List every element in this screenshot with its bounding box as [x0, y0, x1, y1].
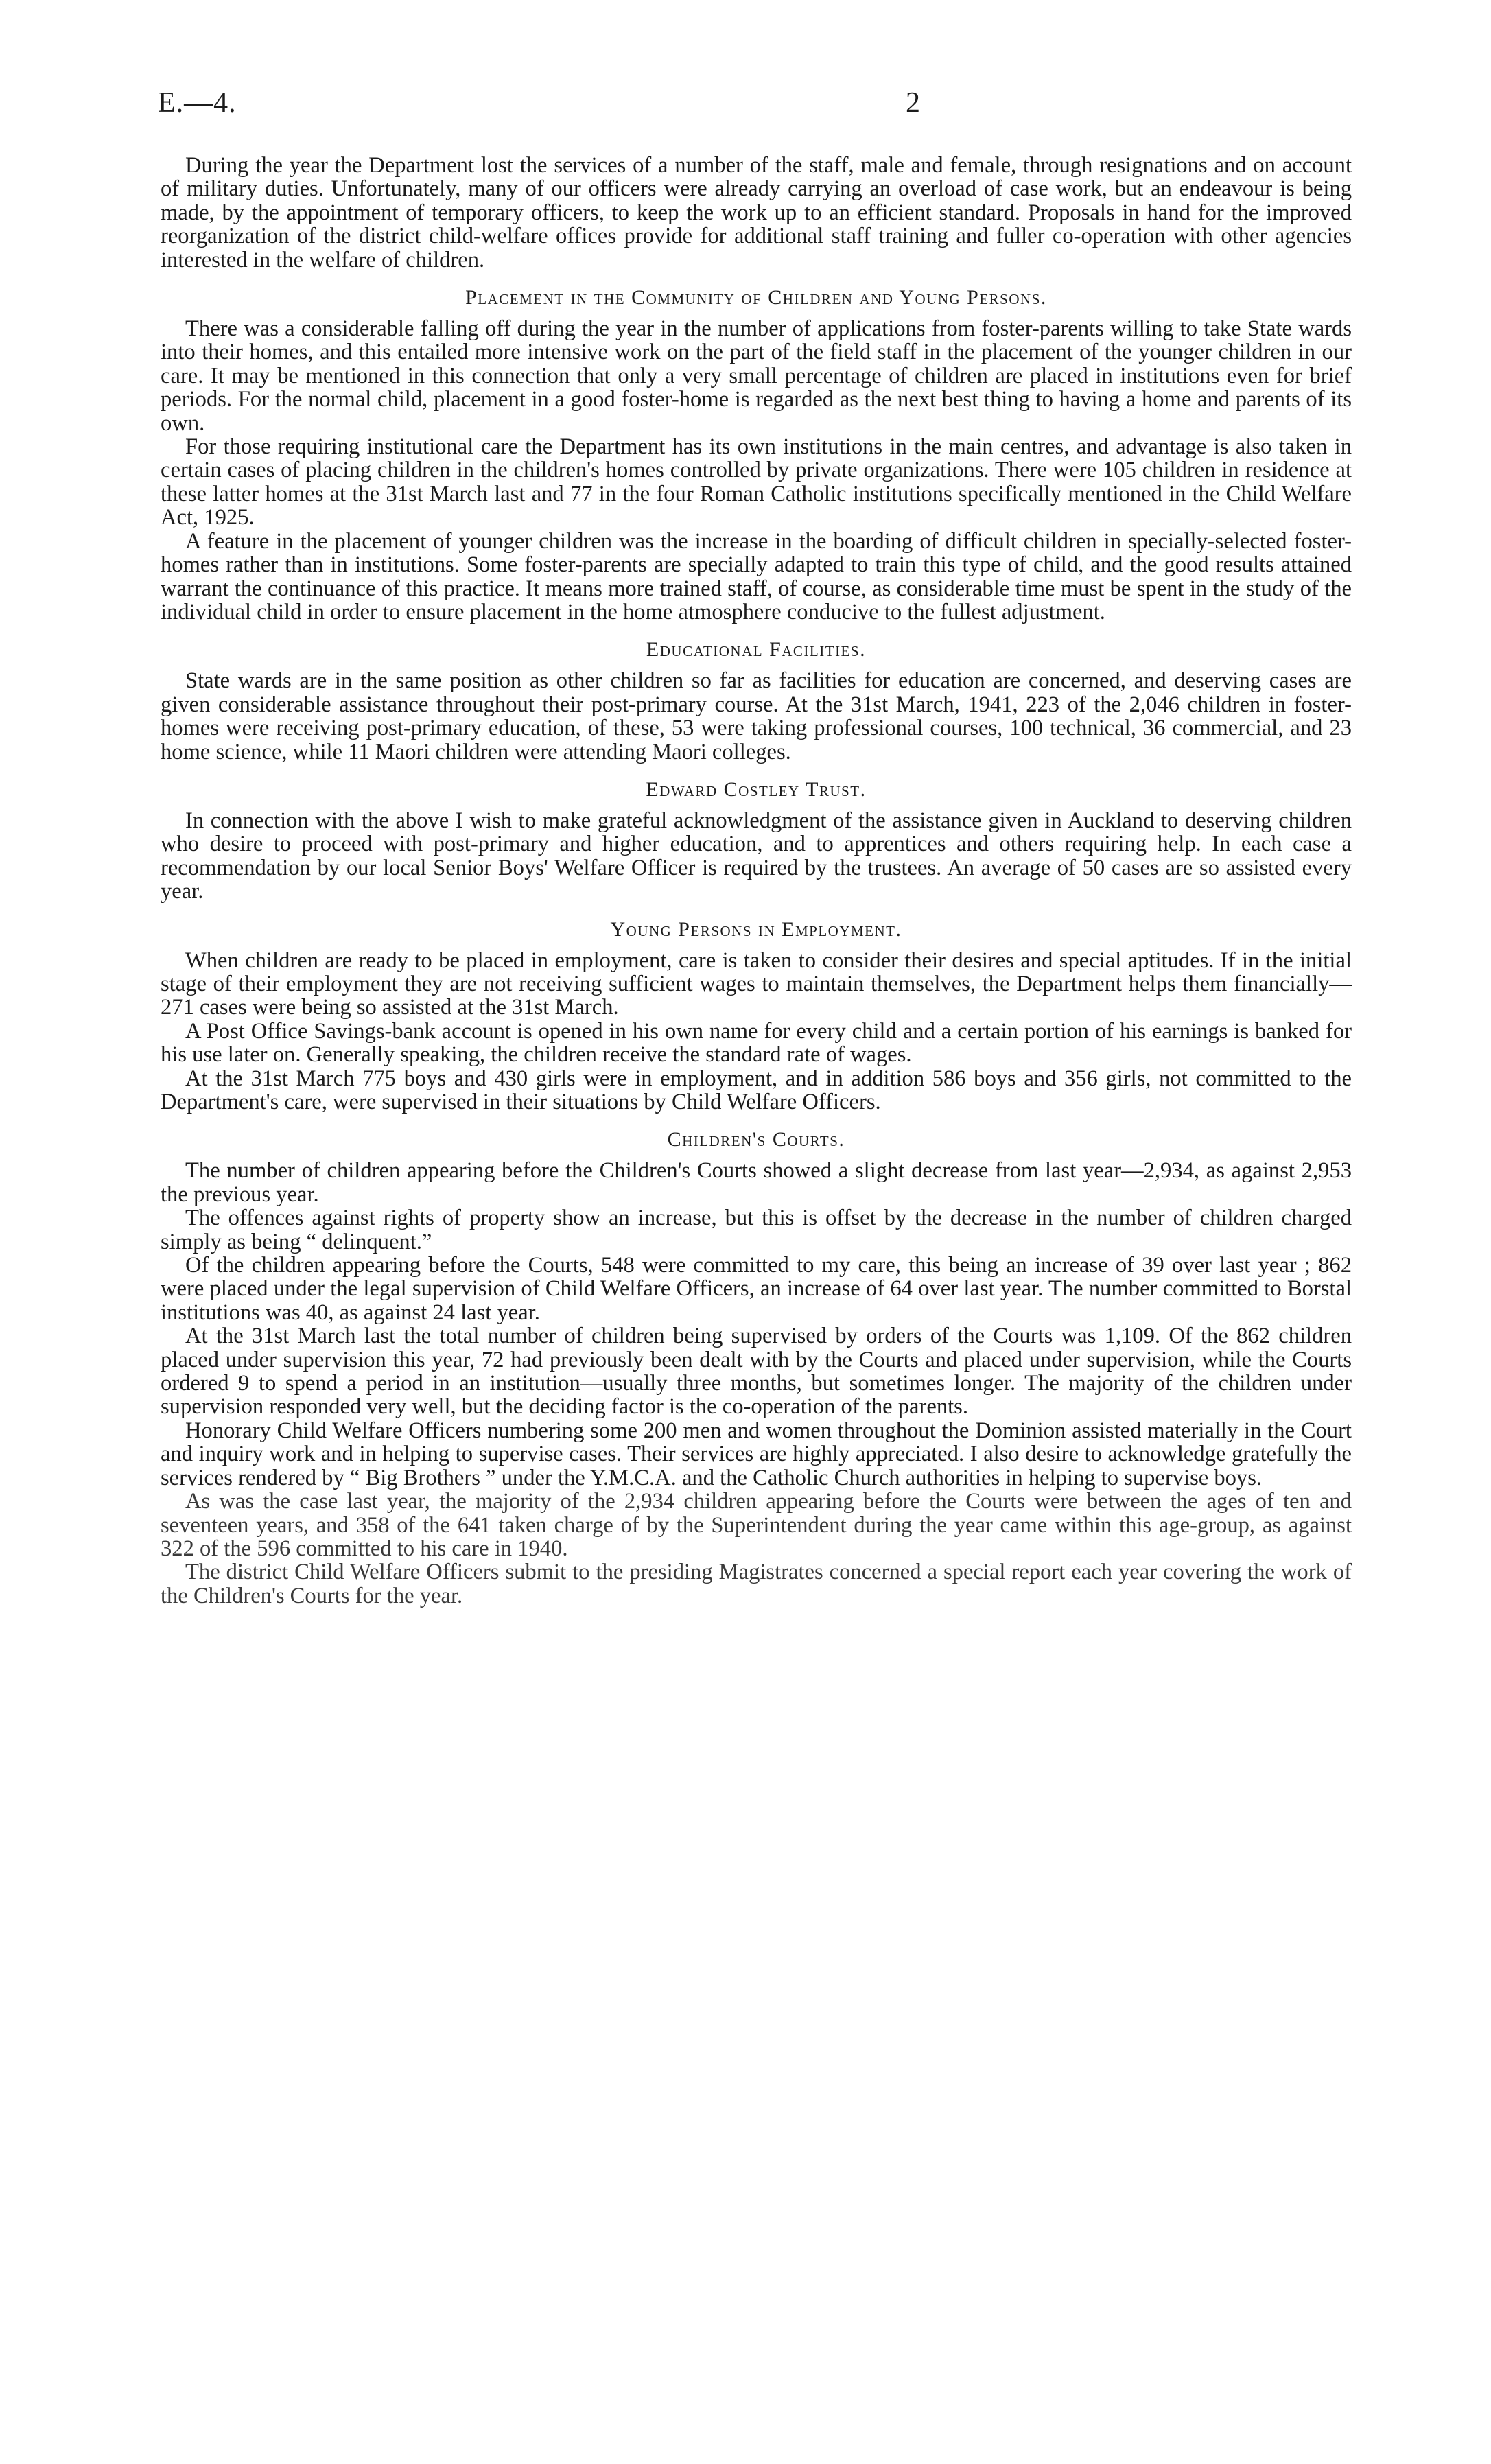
body-text — [161, 154, 1352, 1608]
paragraph-age-group: As was the case last year, the majority of the 2,934 children appearing before the Courts were between the ages of ten and seventeen years, and 358 of the 641 taken charge of by the Superintendent during the year came within this age-group, as against 322 of the 596 committed to his care in 1940. — [161, 1489, 1352, 1561]
heading-employment: Young Persons in Employment. — [610, 917, 902, 941]
document-page — [158, 86, 1352, 1608]
paragraph-savings-bank: A Post Office Savings-bank account is opened in his own name for every child and a certain portion of his earnings is banked for his use later on. Generally speaking, the children receive the standard rate of wages. — [161, 1018, 1352, 1068]
paragraph-committals: Of the children appearing before the Courts, 548 were committed to my care, this being an increase of 39 over last year ; 862 were placed under the legal supervision of Child Welfare Officers, an increase of 64 over last year. The number committed to Borstal institutions was 40, as against 24 last year. — [161, 1253, 1352, 1325]
paragraph-employment-numbers: At the 31st March 775 boys and 430 girls were in employment, and in addition 586 boys and 356 girls, not committed to the Department's care, were supervised in their situations by Child Welfare Officers. — [161, 1066, 1352, 1114]
paragraph-institutional-care: For those requiring institutional care the Department has its own institutions in the main centres, and advantage is also taken in certain cases of placing children in the children's homes controlled by private organizations. There were 105 children in residence at these latter homes at the 31st March last and 77 in the four Roman Catholic institutions specifically mentioned in the Child Welfare Act, 1925. — [161, 434, 1352, 530]
page-header — [158, 86, 1352, 128]
paragraph-offences: The offences against rights of property show an increase, but this is offset by the decrease in the number of children charged simply as being “ delinquent.” — [161, 1206, 1352, 1254]
paragraph-employment-placement: When children are ready to be placed in employment, care is taken to consider their desires and special aptitudes. If in the initial stage of their employment they are not receiving sufficient wages to maintain themselves, the Department helps them financially—271 cases were being so assisted at the 31st March. — [161, 948, 1352, 1020]
heading-placement: Placement in the Community of Children and Young Persons. — [465, 286, 1047, 309]
document-reference: E.—4. — [158, 87, 237, 119]
paragraph-difficult-children: A feature in the placement of younger children was the increase in the boarding of difficult children in specially-selected foster-homes rather than in institutions. Some foster-parents are specially adapted to train this type of child, and the good results attained warrant the continuance of this practice. It means more trained staff, of course, as considerable time must be spent in the study of the individual child in order to ensure placement in the home atmosphere conducive to the fullest adjustment. — [161, 528, 1352, 624]
heading-educational-facilities: Educational Facilities. — [646, 638, 867, 661]
paragraph-honorary-officers: Honorary Child Welfare Officers numbering some 200 men and women throughout the Dominion assisted materially in the Court and inquiry work and in helping to supervise cases. Their services are highly appreciated. I also desire to acknowledge gratefully the services rendered by “ Big Brothers ” under the Y.M.C.A. and the Catholic Church authorities in helping to supervise boys. — [161, 1418, 1352, 1490]
paragraph-magistrates-report: The district Child Welfare Officers submit to the presiding Magistrates concerned a special report each year covering the work of the Children's Courts for the year. — [161, 1560, 1352, 1608]
heading-childrens-courts: Children's Courts. — [667, 1128, 845, 1151]
paragraph-costley-trust: In connection with the above I wish to make grateful acknowledgment of the assistance given in Auckland to deserving children who desire to proceed with post-primary and higher education, and to apprentices and others requiring help. In each case a recommendation by our local Senior Boys' Welfare Officer is required by the trustees. An average of 50 cases are so assisted every year. — [161, 808, 1352, 904]
paragraph-court-appearances: The number of children appearing before the Children's Courts showed a slight decrease from last year—2,934, as against 2,953 the previous year. — [161, 1158, 1352, 1207]
paragraph-supervision: At the 31st March last the total number of children being supervised by orders of the Courts was 1,109. Of the 862 children placed under supervision this year, 72 had previously been dealt with by the Courts and placed under supervision, while the Courts ordered 9 to spend a period in an institution—usually three months, but sometimes longer. The majority of the children under supervision responded very well, but the deciding factor is the co-operation of the parents. — [161, 1324, 1352, 1420]
page-number: 2 — [906, 87, 920, 119]
paragraph-staff: During the year the Department lost the services of a number of the staff, male and female, through resignations and on account of military duties. Unfortunately, many of our officers were already carrying an overload of case work, but an endeavour is being made, by the appointment of temporary officers, to keep the work up to an efficient standard. Proposals in hand for the improved reorganization of the district child-welfare offices provide for additional staff training and fuller co-operation with other agencies interested in the welfare of children. — [161, 153, 1352, 272]
heading-costley-trust: Edward Costley Trust. — [646, 777, 867, 801]
paragraph-education: State wards are in the same position as other children so far as facilities for education are concerned, and deserving cases are given considerable assistance throughout their post-primary course. At the 31st March, 1941, 223 of the 2,046 children in foster-homes were receiving post-primary education, of these, 53 were taking professional courses, 100 technical, 36 commercial, and 23 home science, while 11 Maori children were attending Maori colleges. — [161, 668, 1352, 764]
paragraph-foster-parents: There was a considerable falling off during the year in the number of applications from foster-parents willing to take State wards into their homes, and this entailed more intensive work on the part of the field staff in the placement of the younger children in our care. It may be mentioned in this connection that only a very small percentage of children are placed in institutions even for brief periods. For the normal child, placement in a good foster-home is regarded as the next best thing to having a home and parents of its own. — [161, 316, 1352, 436]
